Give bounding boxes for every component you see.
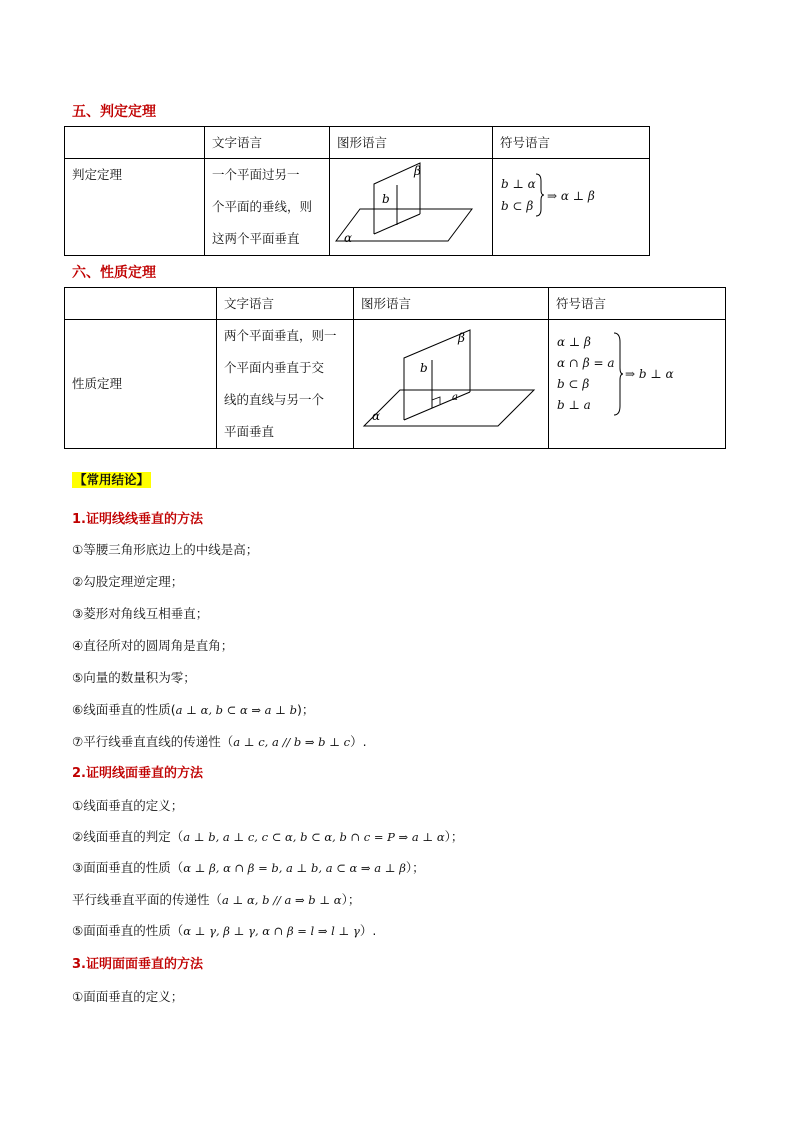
list-item: ⑤面面垂直的性质（α ⊥ γ, β ⊥ γ, α ∩ β = l ⇒ l ⊥ γ）. — [72, 923, 377, 938]
section2-title: 2.证明线面垂直的方法 — [72, 766, 203, 781]
symbol-line-4: b ⊥ a — [557, 398, 591, 412]
header-text-language: 文字语言 — [205, 127, 330, 159]
label-b: b — [420, 361, 428, 375]
label-beta: β — [458, 331, 465, 345]
right-brace-icon — [535, 173, 545, 217]
section5-heading: 五、判定定理 — [72, 104, 156, 120]
label-a: a — [452, 392, 458, 403]
text-description: 两个平面垂直，则一 个平面内垂直于交 线的直线与另一个 平面垂直 — [217, 320, 354, 449]
plane-perpendicular-figure — [354, 320, 548, 447]
label-alpha: α — [372, 409, 381, 423]
list-item: ⑦平行线垂直直线的传递性（a ⊥ c, a // b ⇒ b ⊥ c）. — [72, 734, 367, 749]
header-symbol-language: 符号语言 — [549, 288, 726, 320]
list-item: ④直径所对的圆周角是直角； — [72, 638, 234, 653]
header-symbol-language: 符号语言 — [493, 127, 650, 159]
section1-title: 1.证明线线垂直的方法 — [72, 512, 203, 527]
symbol-cell — [549, 320, 726, 449]
list-item: 平行线垂直平面的传递性（a ⊥ α, b // a ⇒ b ⊥ α）； — [72, 892, 361, 907]
list-item: ①等腰三角形底边上的中线是高； — [72, 542, 259, 557]
row-label: 性质定理 — [65, 320, 217, 449]
figure-cell — [330, 159, 493, 256]
symbol-result: ⇒ b ⊥ α — [625, 367, 674, 381]
header-figure-language: 图形语言 — [330, 127, 493, 159]
theorem-table-property — [64, 287, 726, 449]
section3-title: 3.证明面面垂直的方法 — [72, 957, 203, 972]
label-b: b — [382, 192, 390, 206]
conclusions-tag: 【常用结论】 — [74, 472, 150, 487]
symbol-line-1: α ⊥ β — [557, 335, 591, 349]
header-empty — [65, 127, 205, 159]
right-brace-icon — [613, 332, 625, 416]
symbol-result: ⇒ α ⊥ β — [547, 189, 595, 203]
theorem-table-judgment — [64, 126, 650, 256]
row-label: 判定定理 — [65, 159, 205, 256]
list-item: ⑥线面垂直的性质(a ⊥ α, b ⊂ α ⇒ a ⊥ b)； — [72, 702, 315, 717]
list-item: ①面面垂直的定义； — [72, 989, 184, 1004]
symbol-line-2: α ∩ β = a — [557, 356, 615, 370]
section6-heading: 六、性质定理 — [72, 265, 156, 281]
symbol-line-3: b ⊂ β — [557, 377, 590, 391]
text-description: 一个平面过另一 个平面的垂线，则 这两个平面垂直 — [205, 159, 330, 256]
list-item: ②勾股定理逆定理； — [72, 574, 184, 589]
list-item: ⑤向量的数量积为零； — [72, 670, 196, 685]
list-item: ①线面垂直的定义； — [72, 798, 184, 813]
header-figure-language: 图形语言 — [354, 288, 549, 320]
list-item: ②线面垂直的判定（a ⊥ b, a ⊥ c, c ⊂ α, b ⊂ α, b ∩ c = P ⇒ a ⊥ α）； — [72, 829, 464, 844]
symbol-cell — [493, 159, 650, 256]
label-alpha: α — [344, 231, 353, 245]
figure-cell — [354, 320, 549, 449]
symbol-line-2: b ⊂ β — [501, 199, 534, 213]
symbol-line-1: b ⊥ α — [501, 177, 536, 191]
header-text-language: 文字语言 — [217, 288, 354, 320]
header-empty — [65, 288, 217, 320]
list-item: ③面面垂直的性质（α ⊥ β, α ∩ β = b, a ⊥ b, a ⊂ α ⇒ a ⊥ β）； — [72, 860, 425, 875]
plane-perpendicular-figure — [330, 159, 492, 255]
label-beta: β — [414, 164, 421, 178]
list-item: ③菱形对角线互相垂直； — [72, 606, 209, 621]
